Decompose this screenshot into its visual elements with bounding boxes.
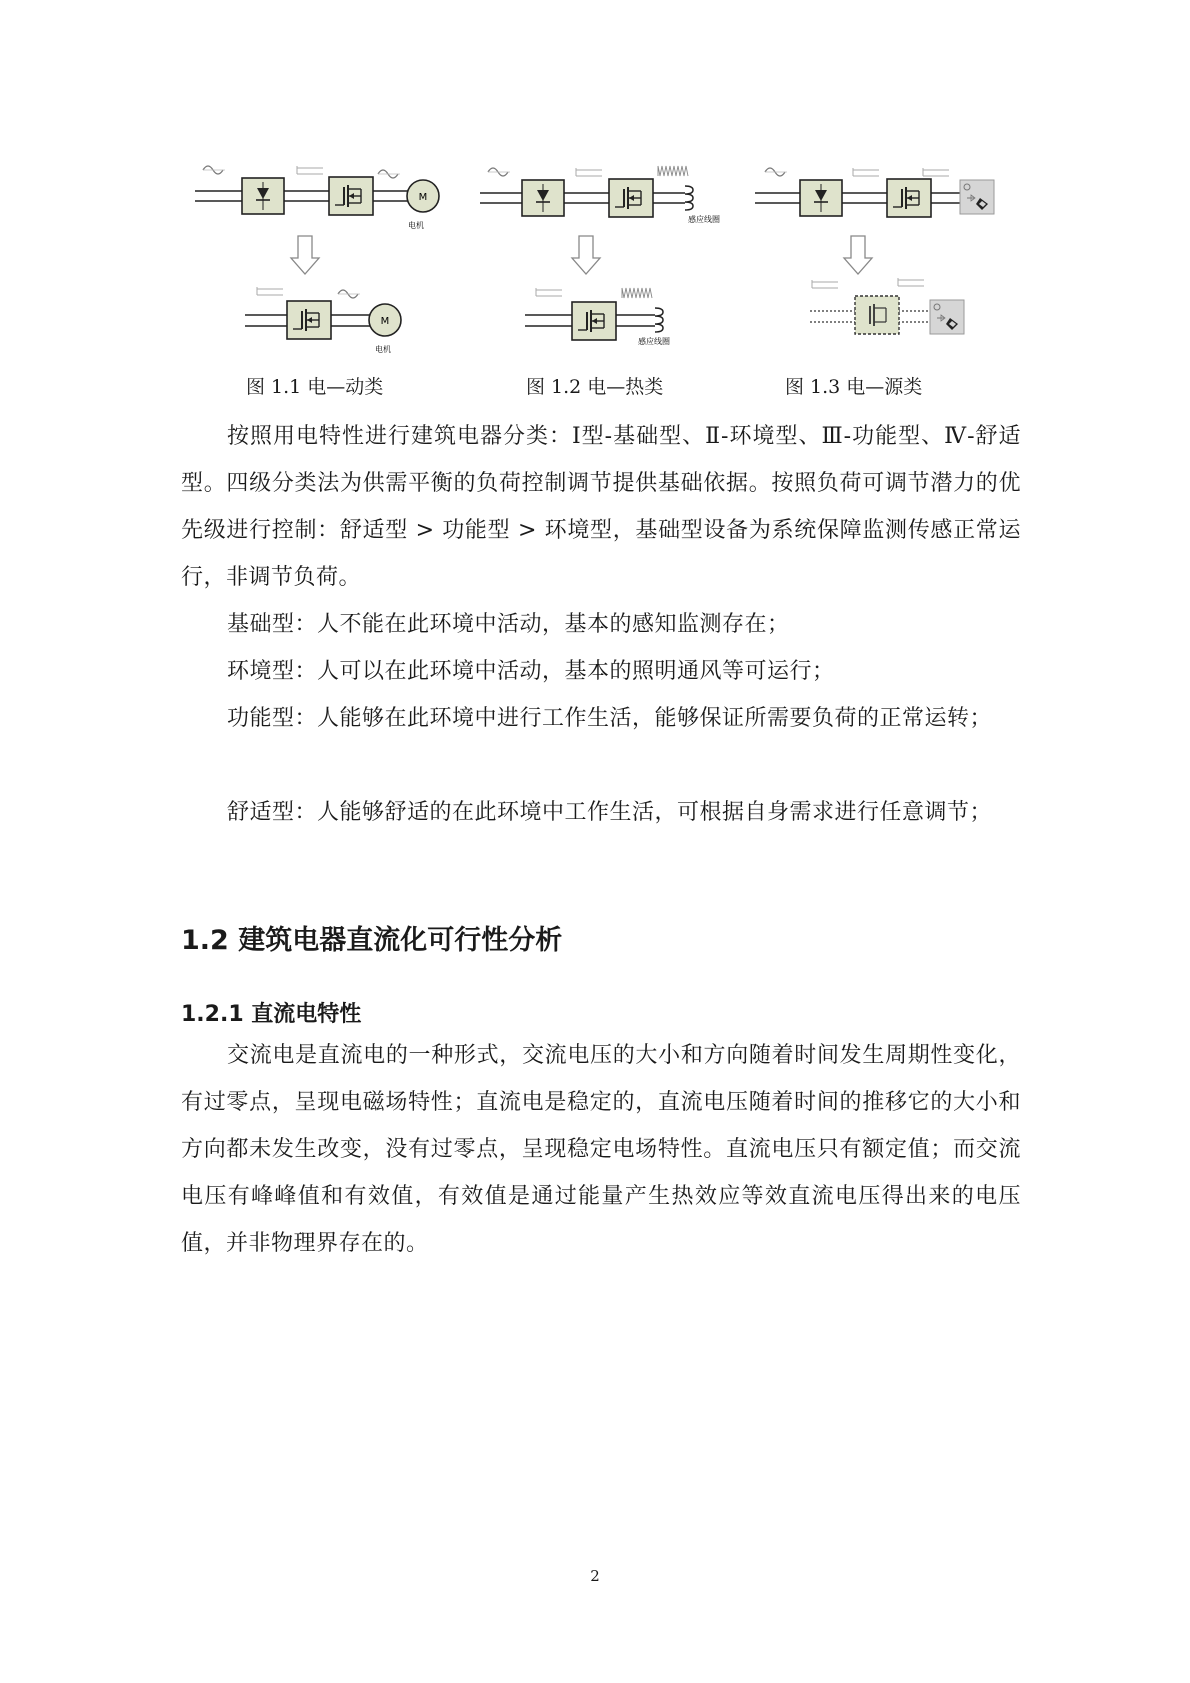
classification-paragraph: 按照用电特性进行建筑电器分类：Ⅰ型-基础型、Ⅱ-环境型、Ⅲ-功能型、Ⅳ-舒适型。四级分类法为供需平衡的负荷控制调节提供基础依据。按照负荷可调节潜力的优先级进行控制：舒适型 > 功能型 > 环境型，基础型设备为系统保障监测传感正常运行，非调节负荷。 (181, 424, 1021, 590)
figure-caption-1: 图 1.1 电—动类 (246, 376, 384, 398)
subsection-heading: 1.2.1 直流电特性 (181, 1002, 362, 1027)
figure-power-source (755, 160, 1005, 360)
page-number: 2 (590, 1567, 600, 1585)
section-heading: 1.2 建筑电器直流化可行性分析 (181, 925, 563, 956)
coil-label: 感应线圈 (688, 215, 720, 224)
motor-letter-after: M (380, 316, 390, 327)
figure-caption-3: 图 1.3 电—源类 (785, 376, 923, 398)
motor-label-after: 电机 (375, 345, 391, 354)
environment-type-paragraph: 环境型：人可以在此环境中活动，基本的照明通风等可运行； (227, 659, 835, 684)
coil-label-after: 感应线圈 (638, 337, 670, 346)
figure-electric-motor (195, 160, 445, 360)
basic-type-paragraph: 基础型：人不能在此环境中活动，基本的感知监测存在； (227, 612, 790, 637)
comfort-type-paragraph: 舒适型：人能够舒适的在此环境中工作生活，可根据自身需求进行任意调节； (227, 800, 993, 825)
function-type-paragraph: 功能型：人能够在此环境中进行工作生活，能够保证所需要负荷的正常运转； (227, 706, 993, 731)
figure-caption-2: 图 1.2 电—热类 (526, 376, 664, 398)
motor-letter: M (418, 192, 428, 203)
figure-induction-coil (480, 160, 730, 360)
motor-label: 电机 (408, 221, 424, 230)
dc-characteristics-paragraph: 交流电是直流电的一种形式，交流电压的大小和方向随着时间发生周期性变化，有过零点，呈现电磁场特性；直流电是稳定的，直流电压随着时间的推移它的大小和方向都未发生改变，没有过零点，呈现稳定电场特性。直流电压只有额定值；而交流电压有峰峰值和有效值，有效值是通过能量产生热效应等效直流电压得出来的电压值，并非物理界存在的。 (181, 1043, 1021, 1256)
